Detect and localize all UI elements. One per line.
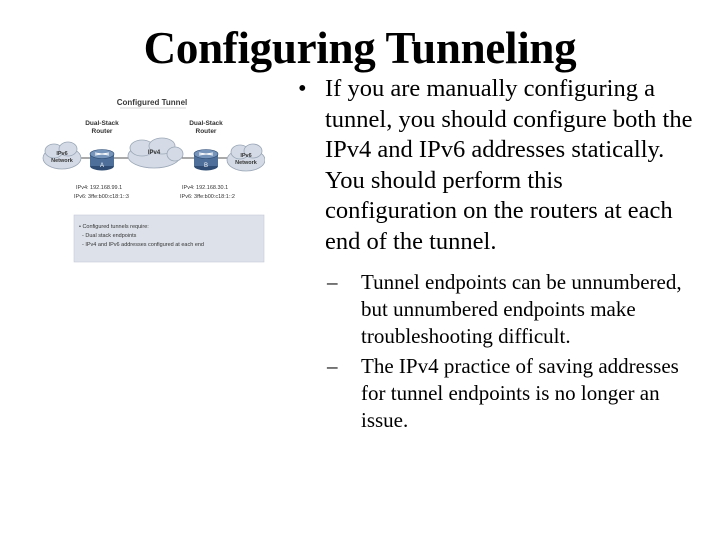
cloud-right-label-line2: Network: [235, 160, 257, 166]
router-left-label-line1: Dual-Stack: [85, 120, 119, 127]
bullet-marker: •: [298, 75, 307, 102]
notes-line-3: - IPv4 and IPv6 addresses configured at each end: [82, 242, 204, 248]
cloud-left-label-line2: Network: [51, 158, 73, 164]
main-bullet: [298, 74, 698, 257]
sub-bullet-2-text: The IPv4 practice of saving addresses for tunnel endpoints is no longer an issue.: [361, 354, 679, 432]
router-left-label-line2: Router: [91, 128, 113, 135]
router-a-ipv4: IPv4: 192.168.99.1: [76, 185, 123, 191]
sub-bullet-2: [327, 353, 698, 434]
router-right-label-line2: Router: [195, 128, 217, 135]
sub-bullet-2-marker: –: [327, 354, 338, 378]
sub-bullet-list: [327, 269, 698, 434]
router-b-id: B: [203, 163, 209, 169]
notes-line-1: • Configured tunnels require:: [79, 224, 149, 230]
bullet-list: [298, 74, 698, 437]
notes-line-2: - Dual stack endpoints: [82, 233, 137, 239]
router-b-ipv4: IPv4: 192.168.30.1: [182, 185, 229, 191]
router-b-ipv6: IPv6: 3ffe:b00:c18:1::2: [180, 194, 235, 200]
configured-tunnel-diagram: [40, 90, 265, 270]
router-a-id: A: [99, 163, 105, 169]
sub-bullet-1-marker: –: [327, 270, 338, 294]
cloud-left-label-line1: IPv6: [56, 151, 68, 157]
cloud-middle-label: IPv4: [147, 150, 161, 156]
router-a-ipv6: IPv6: 3ffe:b00:c18:1::3: [74, 194, 129, 200]
diagram-heading: Configured Tunnel: [116, 98, 188, 107]
router-right-label-line1: Dual-Stack: [189, 120, 223, 127]
cloud-right-label-line1: IPv6: [240, 153, 252, 159]
main-bullet-text: If you are manually configuring a tunnel, you should configure both the IPv4 and IPv6 addresses statically. You should perform this configuration on the routers at each end of the tunnel.: [325, 75, 693, 255]
slide-title: Configuring Tunneling: [143, 23, 577, 73]
sub-bullet-1-text: Tunnel endpoints can be unnumbered, but unnumbered endpoints make troubleshooting difficult.: [361, 270, 682, 348]
sub-bullet-1: [327, 269, 698, 350]
